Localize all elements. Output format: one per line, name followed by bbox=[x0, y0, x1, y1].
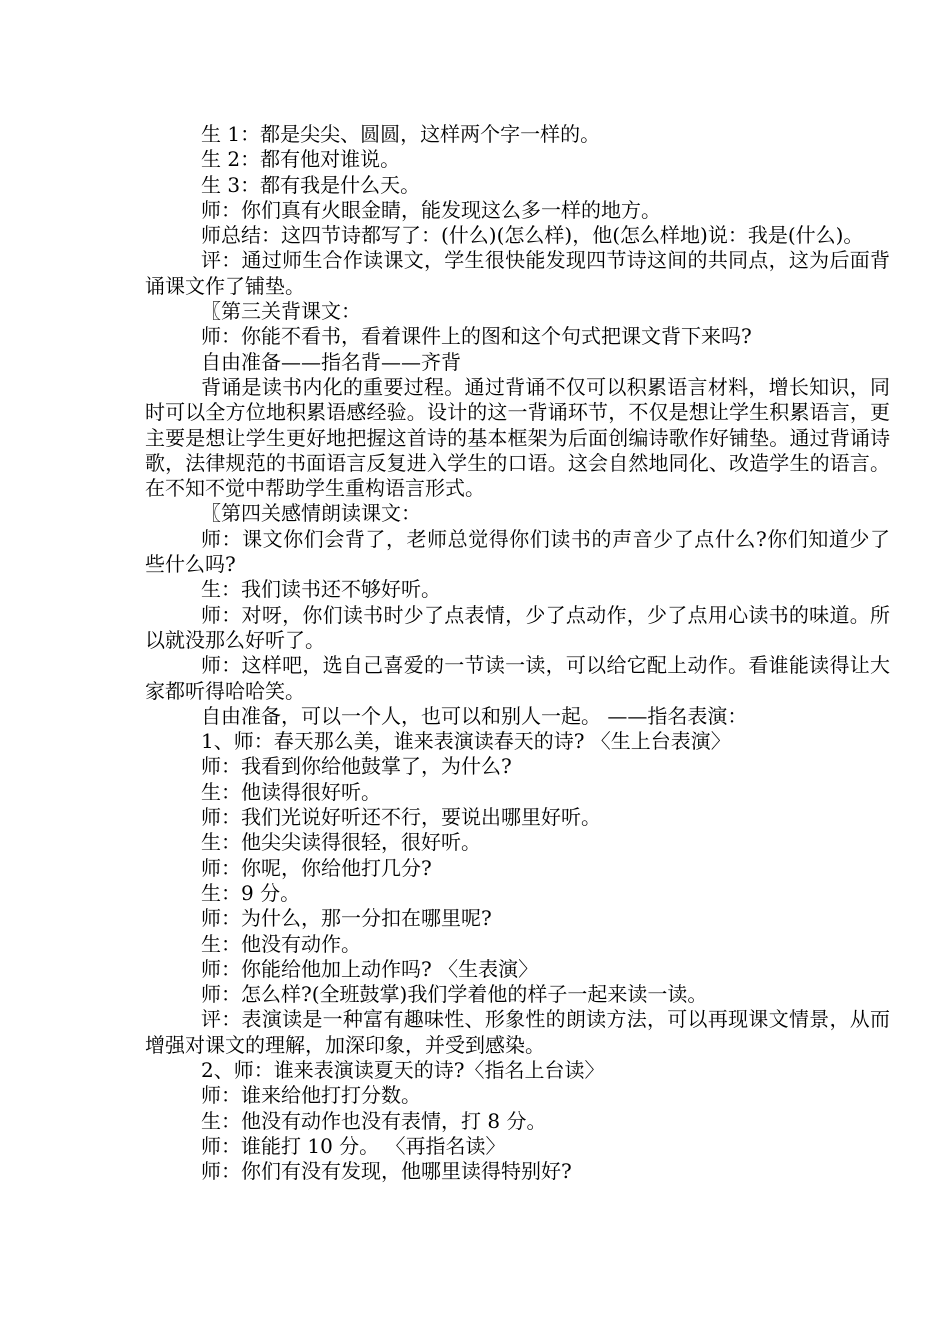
section-heading: 〖第四关感情朗读课文： bbox=[201, 501, 421, 526]
paragraph: 师：为什么，那一分扣在哪里呢? bbox=[201, 906, 492, 931]
paragraph: 生：他没有动作。 bbox=[201, 931, 361, 956]
paragraph: 评：通过师生合作读课文，学生很快能发现四节诗这间的共同点，这为后面背诵课文作了铺垫。 bbox=[145, 248, 890, 298]
paragraph: 师：谁能打 10 分。 〈再指名读〉 bbox=[201, 1133, 506, 1158]
paragraph: 生：我们读书还不够好听。 bbox=[201, 577, 441, 602]
paragraph: 师：你能不看书，看着课件上的图和这个句式把课文背下来吗? bbox=[201, 324, 752, 349]
paragraph: 师：谁来给他打打分数。 bbox=[201, 1083, 421, 1108]
paragraph: 师：你呢，你给他打几分? bbox=[201, 855, 432, 880]
paragraph: 自由准备，可以一个人，也可以和别人一起。 ——指名表演： bbox=[201, 703, 748, 728]
paragraph: 师：对呀，你们读书时少了点表情，少了点动作，少了点用心读书的味道。所以就没那么好听了。 bbox=[145, 602, 890, 652]
paragraph: 师：你们真有火眼金睛，能发现这么多一样的地方。 bbox=[201, 197, 661, 222]
paragraph: 师：我看到你给他鼓掌了，为什么? bbox=[201, 754, 512, 779]
paragraph: 师：怎么样?(全班鼓掌)我们学着他的样子一起来读一读。 bbox=[201, 982, 708, 1007]
paragraph: 评：表演读是一种富有趣味性、形象性的朗读方法，可以再现课文情景，从而增强对课文的理解，加深印象，并受到感染。 bbox=[145, 1007, 890, 1057]
paragraph: 生：他没有动作也没有表情，打 8 分。 bbox=[201, 1108, 547, 1133]
paragraph: 师：课文你们会背了，老师总觉得你们读书的声音少了点什么?你们知道少了些什么吗? bbox=[145, 526, 890, 577]
paragraph: 师总结：这四节诗都写了：(什么)(怎么样)，他(怎么样地)说：我是(什么)。 bbox=[201, 223, 864, 248]
paragraph: 师：我们光说好听还不行，要说出哪里好听。 bbox=[201, 805, 601, 830]
paragraph: 师：你能给他加上动作吗? 〈生表演〉 bbox=[201, 956, 539, 981]
paragraph: 生：9 分。 bbox=[201, 880, 301, 905]
paragraph: 生：他尖尖读得很轻，很好听。 bbox=[201, 830, 481, 855]
paragraph: 师：你们有没有发现，他哪里读得特别好? bbox=[201, 1159, 572, 1184]
paragraph: 生 1：都是尖尖、圆圆，这样两个字一样的。 bbox=[201, 122, 601, 146]
paragraph: 1、师：春天那么美，谁来表演读春天的诗? 〈生上台表演〉 bbox=[201, 729, 731, 754]
paragraph: 生 3：都有我是什么天。 bbox=[201, 172, 421, 197]
paragraph: 师：这样吧，选自己喜爱的一节读一读，可以给它配上动作。看谁能读得让大家都听得哈哈笑。 bbox=[145, 653, 890, 703]
paragraph: 背诵是读书内化的重要过程。通过背诵不仅可以积累语言材料，增长知识，同时可以全方位地积累语感经验。设计的这一背诵环节，不仅是想让学生积累语言，更主要是想让学生更好地把握这首诗的基本框架为后面创编诗歌作好铺垫。通过背诵诗歌，法律规范的书面语言反复进入学生的口语。这会自然地同化、改造学生的语言。在不知不觉中帮助学生重构语言形式。 bbox=[145, 374, 890, 501]
paragraph: 生 2：都有他对谁说。 bbox=[201, 147, 401, 172]
paragraph: 生：他读得很好听。 bbox=[201, 779, 381, 804]
section-heading: 〖第三关背课文： bbox=[201, 299, 361, 324]
paragraph: 自由准备——指名背——齐背 bbox=[201, 349, 461, 374]
paragraph: 2、师：谁来表演读夏天的诗?〈指名上台读〉 bbox=[201, 1057, 605, 1082]
